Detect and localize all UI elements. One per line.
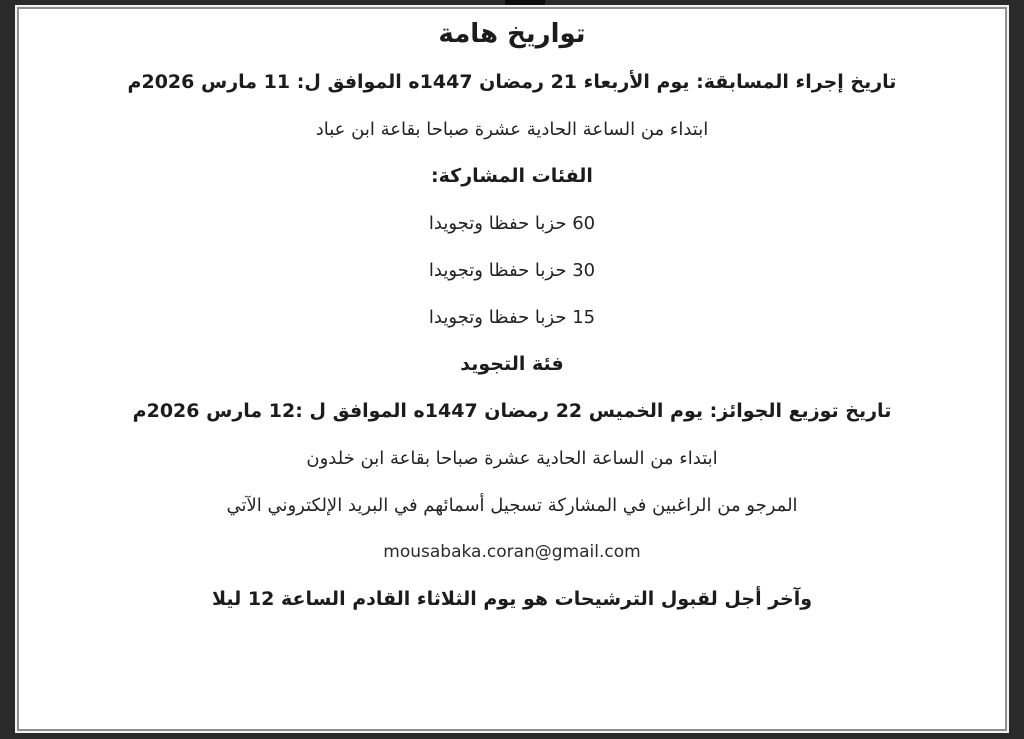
document-page — [17, 7, 1007, 731]
prizes-date-line: تاريخ توزيع الجوائز: يوم الخميس 22 رمضان 1447ه الموافق ل :12 مارس 2026م — [132, 400, 892, 422]
document-content — [19, 9, 1005, 729]
category-item-30: 30 حزبا حفظا وتجويدا — [428, 260, 596, 281]
categories-heading: الفئات المشاركة: — [431, 165, 593, 187]
deadline-line: وآخر أجل لقبول الترشيحات هو يوم الثلاثاء القادم الساعة 12 ليلا — [211, 588, 813, 610]
competition-date-line: تاريخ إجراء المسابقة: يوم الأربعاء 21 رمضان 1447ه الموافق ل: 11 مارس 2026م — [127, 71, 897, 93]
registration-line: المرجو من الراغبين في المشاركة تسجيل أسمائهم في البريد الإلكتروني الآتي — [226, 495, 798, 516]
scan-artifact-mark — [505, 0, 545, 6]
category-item-15: 15 حزبا حفظا وتجويدا — [428, 307, 596, 328]
prizes-time-line: ابتداء من الساعة الحادية عشرة صباحا بقاعة ابن خلدون — [306, 448, 718, 469]
category-item-60: 60 حزبا حفظا وتجويدا — [428, 213, 596, 234]
document-title: تواريخ هامة — [438, 19, 586, 49]
competition-time-line: ابتداء من الساعة الحادية عشرة صباحا بقاعة ابن عباد — [315, 119, 709, 140]
registration-email: mousabaka.coran@gmail.com — [383, 542, 641, 562]
tajweed-heading: فئة التجويد — [460, 353, 564, 375]
